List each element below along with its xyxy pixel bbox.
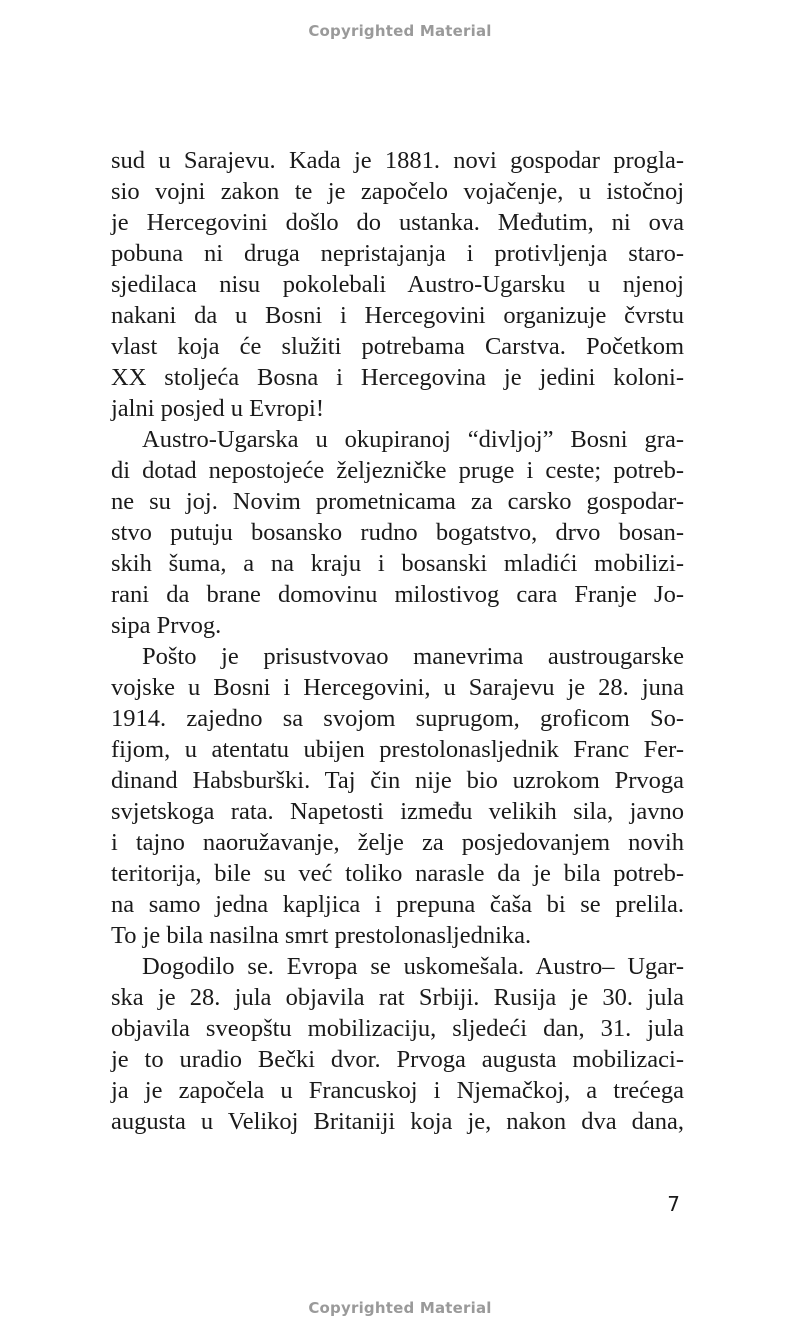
text-line: dinand Habsburški. Taj čin nije bio uzrokom Prvoga <box>111 767 684 794</box>
text-line: jalni posjed u Evropi! <box>111 395 324 422</box>
text-line: sipa Prvog. <box>111 612 222 639</box>
text-line: augusta u Velikoj Britaniji koja je, nakon dva dana, <box>111 1108 684 1135</box>
text-line: sio vojni zakon te je započelo vojačenje, u istočnoj <box>111 178 684 205</box>
text-line: 1914. zajedno sa svojom suprugom, groficom So- <box>111 705 684 732</box>
text-line: Pošto je prisustvovao manevrima austrougarske <box>142 643 684 670</box>
text-line: skih šuma, a na kraju i bosanski mladići mobilizi- <box>111 550 684 577</box>
paragraph <box>111 145 684 424</box>
text-line: svjetskoga rata. Napetosti između velikih sila, javno <box>111 798 684 825</box>
text-line: je Hercegovini došlo do ustanka. Međutim, ni ova <box>111 209 684 236</box>
paragraph <box>111 641 684 951</box>
text-line: di dotad nepostojeće željezničke pruge i ceste; potreb- <box>111 457 684 484</box>
text-line: Dogodilo se. Evropa se uskomešala. Austro– Ugar- <box>142 953 684 980</box>
text-line: i tajno naoružavanje, želje za posjedovanjem novih <box>111 829 684 856</box>
text-line: ska je 28. jula objavila rat Srbiji. Rusija je 30. jula <box>111 984 684 1011</box>
text-line: je to uradio Bečki dvor. Prvoga augusta mobilizaci- <box>111 1046 684 1073</box>
text-line: Austro-Ugarska u okupiranoj “divljoj” Bosni gra- <box>142 426 684 453</box>
text-line: stvo putuju bosansko rudno bogatstvo, drvo bosan- <box>111 519 684 546</box>
text-line: na samo jedna kapljica i prepuna čaša bi se prelila. <box>111 891 684 918</box>
paragraph <box>111 951 684 1137</box>
paragraph <box>111 424 684 641</box>
text-line: rani da brane domovinu milostivog cara Franje Jo- <box>111 581 684 608</box>
text-line: To je bila nasilna smrt prestolonasljednika. <box>111 922 532 949</box>
text-line: ne su joj. Novim prometnicama za carsko gospodar- <box>111 488 684 515</box>
text-line: objavila sveopštu mobilizaciju, sljedeći dan, 31. jula <box>111 1015 684 1042</box>
text-line: teritorija, bile su već toliko narasle da je bila potreb- <box>111 860 684 887</box>
text-line: XX stoljeća Bosna i Hercegovina je jedini koloni- <box>111 364 684 391</box>
page-body <box>111 145 684 1137</box>
text-line: sjedilaca nisu pokolebali Austro-Ugarsku u njenoj <box>111 271 684 298</box>
copyright-watermark-bottom: Copyrighted Material <box>308 1299 492 1317</box>
text-line: vojske u Bosni i Hercegovini, u Sarajevu je 28. juna <box>111 674 684 701</box>
copyright-watermark-top: Copyrighted Material <box>308 22 492 40</box>
text-line: sud u Sarajevu. Kada je 1881. novi gospodar progla- <box>111 147 684 174</box>
page-number: 7 <box>667 1192 680 1216</box>
text-line: nakani da u Bosni i Hercegovini organizuje čvrstu <box>111 302 684 329</box>
text-line: ja je započela u Francuskoj i Njemačkoj, a trećega <box>111 1077 684 1104</box>
text-line: pobuna ni druga nepristajanja i protivljenja staro- <box>111 240 684 267</box>
text-line: vlast koja će služiti potrebama Carstva. Početkom <box>111 333 684 360</box>
text-line: fijom, u atentatu ubijen prestolonasljednik Franc Fer- <box>111 736 684 763</box>
